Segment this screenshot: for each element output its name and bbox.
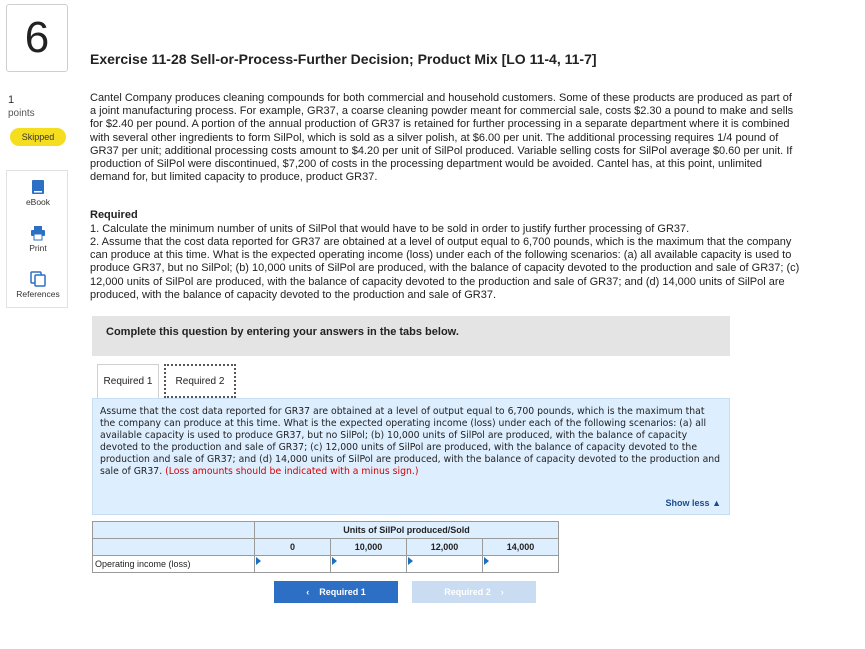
answer-table	[92, 521, 559, 573]
instructions-banner: Complete this question by entering your answers in the tabs below.	[92, 316, 730, 356]
answer-cell	[331, 556, 407, 573]
next-tab-button[interactable]	[412, 581, 536, 603]
references-label: References	[16, 289, 60, 299]
tab-required-1[interactable]: Required 1	[97, 364, 159, 398]
points-label: points	[8, 108, 35, 119]
prompt-body: Assume that the cost data reported for GR37 are obtained at a level of output equal to 6,700 pounds, which is the maximum that the company can produce at this time. What is the expected operating income (loss) under each of the following scenarios: (a) all available capacity is used to produce GR37, but no SilPol; (b) 10,000 units of SilPol are produced, with the balance of capacity devoted to the production and sale of GR37; (c) 12,000 units of SilPol are produced, with the balance of capacity devoted to the production and sale of GR37; and (d) 14,000 units of SilPol are produced, with the balance of capacity devoted to the production and sale of GR37.	[100, 406, 721, 477]
column-header: 14,000	[483, 539, 559, 556]
ebook-label: eBook	[25, 197, 51, 207]
prompt-panel	[92, 398, 730, 515]
references-icon	[30, 271, 46, 287]
chevron-left-icon: ‹	[306, 587, 310, 597]
caret-right-icon	[332, 557, 337, 565]
show-less-link[interactable]	[666, 498, 721, 508]
prev-label: Required 1	[319, 587, 366, 597]
caret-right-icon	[408, 557, 413, 565]
required-heading: Required	[90, 209, 138, 221]
ebook-button[interactable]	[7, 179, 69, 207]
chevron-right-icon: ›	[500, 587, 504, 597]
exercise-intro: Cantel Company produces cleaning compounds for both commercial and household customers. Some of these products are produced as part of a joint manufacturing process. For example, GR37, a coarse cleaning powder meant for commercial sale, costs $2.30 a pound to make and sells for $2.40 per pound. A portion of the annual production of GR37 is retained for further processing in a separate department where it is combined with several other ingredients to form SilPol, which is sold as a silver polish, at $6.00 per unit. The additional processing requires 1/4 pound of GR37 per unit; additional processing costs amount to $4.20 per unit of SilPol produced. Variable selling costs for SilPol average $0.60 per unit. If production of SilPol were discontinued, $7,200 of costs in the processing department would be avoided. Cantel has, at this point, unlimited demand for, but limited capacity to produce, product GR37.	[90, 92, 794, 184]
printer-icon	[30, 225, 46, 241]
points-value: 1	[8, 94, 15, 106]
exercise-title: Exercise 11-28 Sell-or-Process-Further Decision; Product Mix [LO 11-4, 11-7]	[90, 51, 597, 67]
tab-required-2[interactable]: Required 2	[164, 364, 236, 398]
column-header: 0	[255, 539, 331, 556]
print-label: Print	[29, 243, 47, 253]
print-button[interactable]	[7, 225, 69, 253]
question-number: 6	[6, 4, 68, 72]
table-corner-2	[93, 539, 255, 556]
table-row	[93, 556, 559, 573]
answer-input-10000[interactable]	[331, 556, 406, 572]
answer-cell	[255, 556, 331, 573]
answer-input-12000[interactable]	[407, 556, 482, 572]
prompt-note: (Loss amounts should be indicated with a minus sign.)	[165, 466, 419, 477]
caret-right-icon	[484, 557, 489, 565]
required-1-text: 1. Calculate the minimum number of units of SilPol that would have to be sold in order to justify further processing of GR37.	[90, 223, 690, 235]
required-2-text: 2. Assume that the cost data reported for GR37 are obtained at a level of output equal to 6,700 pounds, which is the maximum that the company can produce at this time. What is the expected operating income (loss) under each of the following scenarios: (a) all available capacity is used to produce GR37, but no SilPol; (b) 10,000 units of SilPol are produced, with the balance of capacity devoted to the production and sale of GR37; (c) 12,000 units of SilPol are produced, with the balance of capacity devoted to the production and sale of GR37; and (d) 14,000 units of SilPol are produced, with the balance of capacity devoted to the production and sale of GR37.	[90, 236, 800, 301]
answer-cell	[483, 556, 559, 573]
table-group-header: Units of SilPol produced/Sold	[255, 522, 559, 539]
column-header: 10,000	[331, 539, 407, 556]
next-label: Required 2	[444, 587, 491, 597]
prev-tab-button[interactable]	[274, 581, 398, 603]
tools-panel	[6, 170, 68, 308]
caret-right-icon	[256, 557, 261, 565]
column-header: 12,000	[407, 539, 483, 556]
book-icon	[31, 179, 45, 195]
table-corner	[93, 522, 255, 539]
prompt-text	[100, 406, 721, 478]
answer-input-0[interactable]	[255, 556, 330, 572]
caret-up-icon: ▲	[712, 498, 721, 508]
references-button[interactable]	[7, 271, 69, 299]
show-less-label: Show less	[665, 498, 710, 508]
row-label: Operating income (loss)	[93, 556, 255, 573]
answer-cell	[407, 556, 483, 573]
answer-input-14000[interactable]	[483, 556, 558, 572]
status-badge: Skipped	[10, 128, 66, 146]
